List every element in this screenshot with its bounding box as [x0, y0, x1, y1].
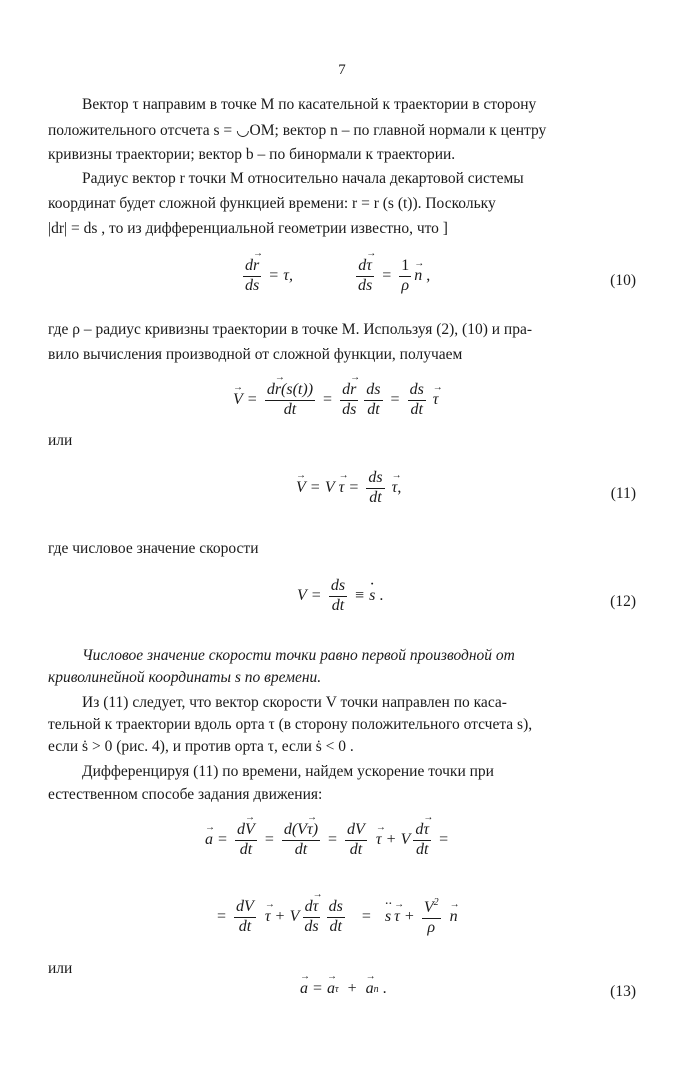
- word-or-2: или: [48, 960, 73, 977]
- paragraph-1-line-1: Вектор τ направим в точке M по касательной к траектории в сторону: [82, 96, 537, 113]
- italic-statement-line-1: Числовое значение скорости точки равно первой производной от: [82, 647, 515, 664]
- paragraph-5-line-1: Из (11) следует, что вектор скорости V точки направлен по каса-: [82, 694, 507, 711]
- equation-11: → V = V → τ = $\frac{ds}{dt}$ → τ ,: [296, 470, 401, 507]
- equation-acceleration-line-1: → a = $\frac{d\to V}{dt}$ = $\frac{d(V\to \tau)}{dt}$ = $\frac{dV}{dt}$ → τ + V $\frac{d\to \tau}{dt}$ =: [205, 822, 453, 859]
- paragraph-2-line-1: Радиус вектор r точки M относительно начала декартовой системы: [82, 170, 524, 187]
- paragraph-2-line-2: координат будет сложной функцией времени: r = r (s (t)). Поскольку: [48, 195, 496, 212]
- paragraph-5-line-2: тельной к траектории вдоль орта τ (в сторону положительного отсчета s),: [48, 716, 533, 733]
- equation-acceleration-line-2: = $\frac{dV}{dt}$ → τ + V $\frac{d\to \tau}{ds}$ $\frac{ds}{dt}$ = ·· s → τ + $\frac{V^2}{\rho}$ → n: [212, 898, 458, 937]
- paragraph-6-line-1: Дифференцируя (11) по времени, найдем ускорение точки при: [82, 763, 494, 780]
- equation-10-number: (10): [610, 272, 636, 289]
- equation-velocity-chain: → V = $\frac{d\to r(s(t))}{dt}$ = $\frac{d\to r}{ds}$ $\frac{ds}{dt}$ = $\frac{ds}{dt}$ → τ: [233, 382, 439, 419]
- word-or-1: или: [48, 432, 73, 449]
- equation-12: V = $\frac{ds}{dt}$ ≡ · s .: [297, 578, 383, 615]
- paragraph-3-line-1: где ρ – радиус кривизны траектории в точке M. Используя (2), (10) и пра-: [48, 321, 533, 338]
- equation-13-number: (13): [610, 983, 636, 1000]
- paragraph-5-line-3: если ṡ > 0 (рис. 4), и против орта τ, если ṡ < 0 .: [48, 738, 354, 755]
- page-number: 7: [338, 62, 346, 78]
- equation-13: → a = → a τ + → a n .: [300, 980, 387, 998]
- paragraph-3-line-2: вило вычисления производной от сложной функции, получаем: [48, 346, 463, 363]
- equation-10: $\frac{d\to r}{ds}$ = τ, $\frac{d\to \tau}{ds}$ = $\frac{1}{\rho}$ → n ,: [240, 258, 430, 295]
- paragraph-1-line-2: положительного отсчета s = ◡OM; вектор n – по главной нормали к центру: [48, 122, 547, 139]
- paragraph-2-line-3: |dr| = ds , то из дифференциальной геометрии известно, что ]: [48, 220, 448, 237]
- paragraph-6-line-2: естественном способе задания движения:: [48, 786, 323, 803]
- equation-12-number: (12): [610, 593, 636, 610]
- paragraph-1-line-3: кривизны траектории; вектор b – по бинормали к траектории.: [48, 146, 456, 163]
- equation-11-number: (11): [610, 485, 636, 502]
- paragraph-4: где числовое значение скорости: [48, 540, 259, 557]
- italic-statement-line-2: криволинейной координаты s по времени.: [48, 669, 322, 686]
